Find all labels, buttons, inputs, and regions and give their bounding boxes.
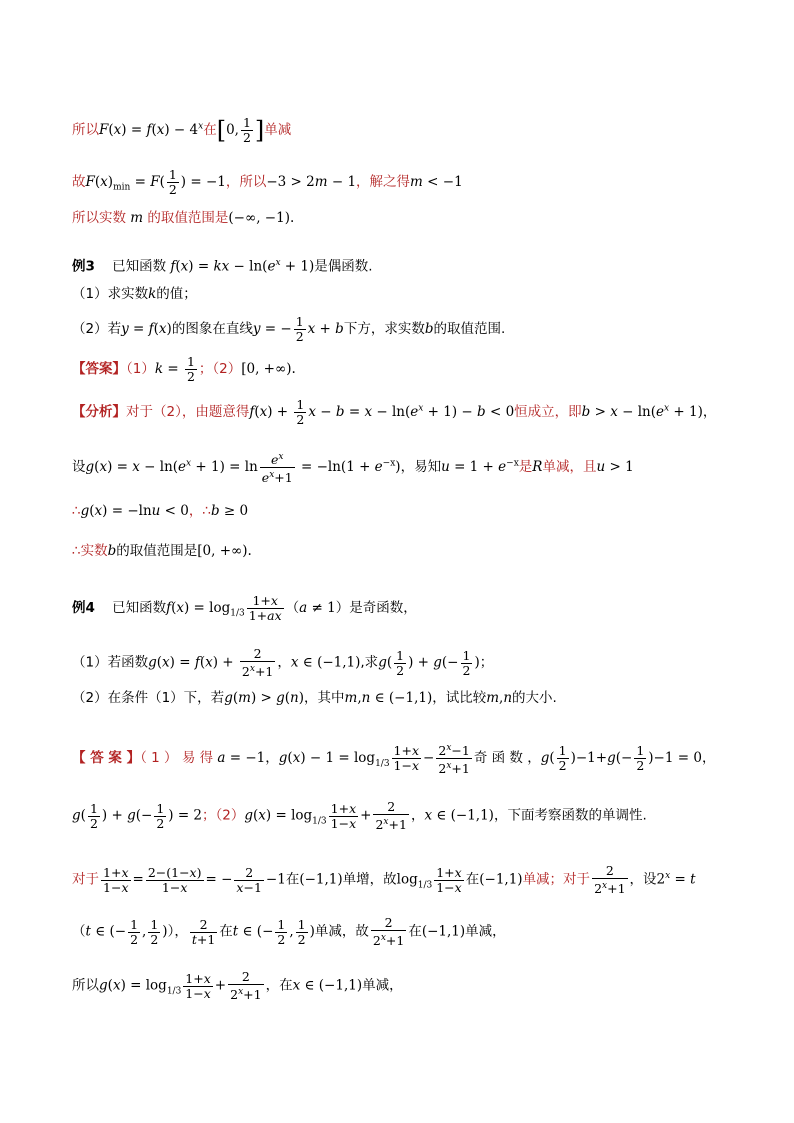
example-label: 例4 [72, 600, 95, 616]
text: 实数 [80, 543, 108, 559]
example-4-q1: （1）若函数g(x) = f(x) + $\frac{2}{2^x+1}$ ，x ∈ (−1,1),求g( $\frac{1}{2}$ ) + g(− $\frac{1}{2}$ )； [72, 646, 494, 680]
text: 的取值范围. [433, 321, 506, 337]
text: 故 [72, 174, 86, 190]
text: （ 1 ） 易 得 [140, 750, 214, 767]
text: 的取值范围是 [147, 210, 229, 226]
example-3-statement: 例3 已知函数 f(x) = kx − $\ln(e^x + 1)$是偶函数. [72, 258, 373, 275]
text: ，所以 [225, 174, 267, 190]
text: 所以 [72, 977, 99, 994]
line-range-m: 所以实数 m 的取值范围是(−∞, −1). [72, 210, 295, 226]
text: 已知函数 [112, 258, 167, 275]
line-monotone-F: 所以$F(x) = f(x) - 4^x$在[0, $\frac{1}{2}$ ]单减 [72, 115, 292, 145]
example-3-q1: （1）求实数k的值； [72, 286, 197, 302]
example-4-answer-cont: g( $\frac{1}{2}$ ) + g(− $\frac{1}{2}$ ) = 2；$(2)g(x) = \log_{1/3}$ $\frac{1+x}{1-x}$ + $\frac{2}{2^x+1}$ ，x ∈ (−1,1)，下面考察函数的单调性. [72, 799, 647, 833]
text: ，∴ [188, 503, 211, 519]
example-4-q2: （2）在条件（1）下，若g(m) > g(n)，其中m,n ∈ (−1,1)，试比较m,n的大小. [72, 690, 557, 706]
text: 恒成立，即 [514, 404, 582, 420]
text: （1）若函数 [72, 654, 149, 671]
text: ，试比较 [432, 690, 487, 706]
text: 所以实数 [72, 210, 126, 226]
analysis-tag: 【分析】 [72, 404, 126, 420]
text: 的值； [156, 286, 197, 302]
text: 单减 [264, 122, 292, 138]
text: （ [72, 923, 86, 940]
text: ， [701, 750, 716, 767]
example-4-monotone-2: （t ∈ (− $\frac{1}{2}$ , $\frac{1}{2}$ )）， $\frac{2}{t+1}$ 在t ∈ (− $\frac{1}{2}$ , $\frac{1}{2}$ )单减，故 $\frac{2}{2^x+1}$ 在(−1,1)单减， [72, 915, 506, 949]
example-3-analysis: 【分析】对于（2），由题意得f(x) + $\frac{1}{2}$ $x - b = x - \ln(e^x + 1) - b < 0$恒成立，即$b > x - \ln(e^x + 1)$， [72, 397, 717, 427]
text: 单减，故 [314, 923, 369, 940]
math: F [99, 122, 109, 138]
text: ， [265, 750, 279, 767]
example-3-therefore-2: ∴实数b的取值范围是[0, +∞). [72, 543, 252, 559]
text: 所以 [72, 122, 99, 138]
text: ，下面考察函数的单调性. [493, 807, 647, 824]
text: 在 [219, 923, 233, 940]
example-3-q2: （2）若y = f(x)的图象在直线y = − $\frac{1}{2}$ x + b下方，求实数b的取值范围. [72, 314, 506, 344]
example-4-conclusion: 所以$g(x) = \log_{1/3}$ $\frac{1+x}{1-x}$ + $\frac{2}{2^x+1}$ ，在x ∈ (−1,1)单减， [72, 969, 403, 1003]
text: 单减，且 [542, 459, 597, 476]
example-3-therefore-1: ∴g(x) = −lnu < 0，∴b ≥ 0 [72, 503, 249, 519]
text: ， [410, 807, 425, 824]
text: 在 [465, 871, 480, 888]
text: 已知函数 [112, 600, 167, 616]
text: 在 [408, 923, 422, 940]
text: 是 [518, 459, 533, 476]
text: （1）求实数 [72, 286, 149, 302]
example-4-statement: 例4 已知函数$f(x) = \log_{1/3}$ $\frac{1+x}{1+ax}$ （a ≠ 1）是奇函数， [72, 593, 417, 623]
text: ，解之得 [356, 174, 411, 190]
text: ，设 [629, 871, 657, 888]
example-3-answer: 【答案】（1）k = $\frac{1}{2}$ ；（2）[0, +∞). [72, 354, 296, 384]
text: ）， [167, 923, 188, 940]
text: （1） [126, 361, 155, 377]
text: ， [702, 404, 717, 420]
text: （2）若 [72, 321, 122, 337]
example-4-monotone-1: 对于 $\frac{1+x}{1-x}$ = $\frac{2-(1-x)}{1-x}$ = − $\frac{2}{x-1}$ −1在(−1,1)单增，故$\log_{1/3}$ $\frac{1+x}{1-x}$ 在(−1,1)单减；对于 $\frac{2}{2^x+1}$ ，设$2^x = t$ [72, 863, 696, 897]
text: 下方，求实数 [343, 321, 425, 337]
text: 的取值范围是 [116, 543, 198, 559]
text: ∴ [72, 543, 81, 559]
text: ， [277, 654, 291, 671]
example-4-answer: 【 答 案 】（ 1 ） 易 得 a = −1，$g(x) - 1 = \log_{1/3}$ $\frac{1+x}{1-x}$ − $\frac{2^x-1}{2^x+1}$ 奇 函 数 ，g( $\frac{1}{2}$ )−1+g(− $\frac{1}{2}$ )−1 = 0， [72, 743, 716, 777]
text: ,求 [360, 654, 379, 671]
text: 设 [72, 459, 86, 476]
text: （ [285, 600, 300, 616]
text: 对于（2），由题意得 [126, 404, 250, 420]
example-3-set-g: 设$g(x) = x - \ln(e^x + 1) = \ln$ $\frac{e^x}{e^x+1}$ = $-\ln(1 + e^{-x})$，易知$u = 1 + e^{-x}$是R单减，且u > 1 [72, 452, 634, 486]
text: ，易知 [400, 459, 442, 476]
text: ； [479, 654, 494, 671]
text: ，在 [265, 977, 293, 994]
text: 的大小. [512, 690, 557, 706]
text: 单减；对于 [522, 871, 591, 888]
text: 在 [203, 122, 217, 138]
text: ；（2） [202, 807, 245, 824]
text: 的图象在直线 [171, 321, 253, 337]
line-Fmin: 故$F(x)_{min} = F$( $\frac{1}{2}$ ) = −1，所以−3 > 2m − 1，解之得m < −1 [72, 167, 463, 197]
text: ，其中 [304, 690, 345, 706]
text: 单减， [465, 923, 506, 940]
answer-tag: 【 答 案 】 [72, 750, 141, 767]
text: （2）在条件（1）下，若 [72, 690, 225, 706]
text: 单减， [362, 977, 403, 994]
answer-tag: 【答案】 [72, 361, 126, 377]
text: ）是奇函数， [335, 600, 417, 616]
text: 奇 函 数 ， [473, 750, 541, 767]
text: ∴ [72, 503, 81, 519]
text: 对于 [72, 871, 99, 888]
text: 在 [285, 871, 300, 888]
example-label: 例3 [72, 258, 95, 275]
text: ；（2） [198, 361, 242, 377]
text: 单增，故 [342, 871, 397, 888]
fraction: $\frac{1}{2}$ [242, 115, 251, 145]
text: 是偶函数. [314, 258, 373, 275]
